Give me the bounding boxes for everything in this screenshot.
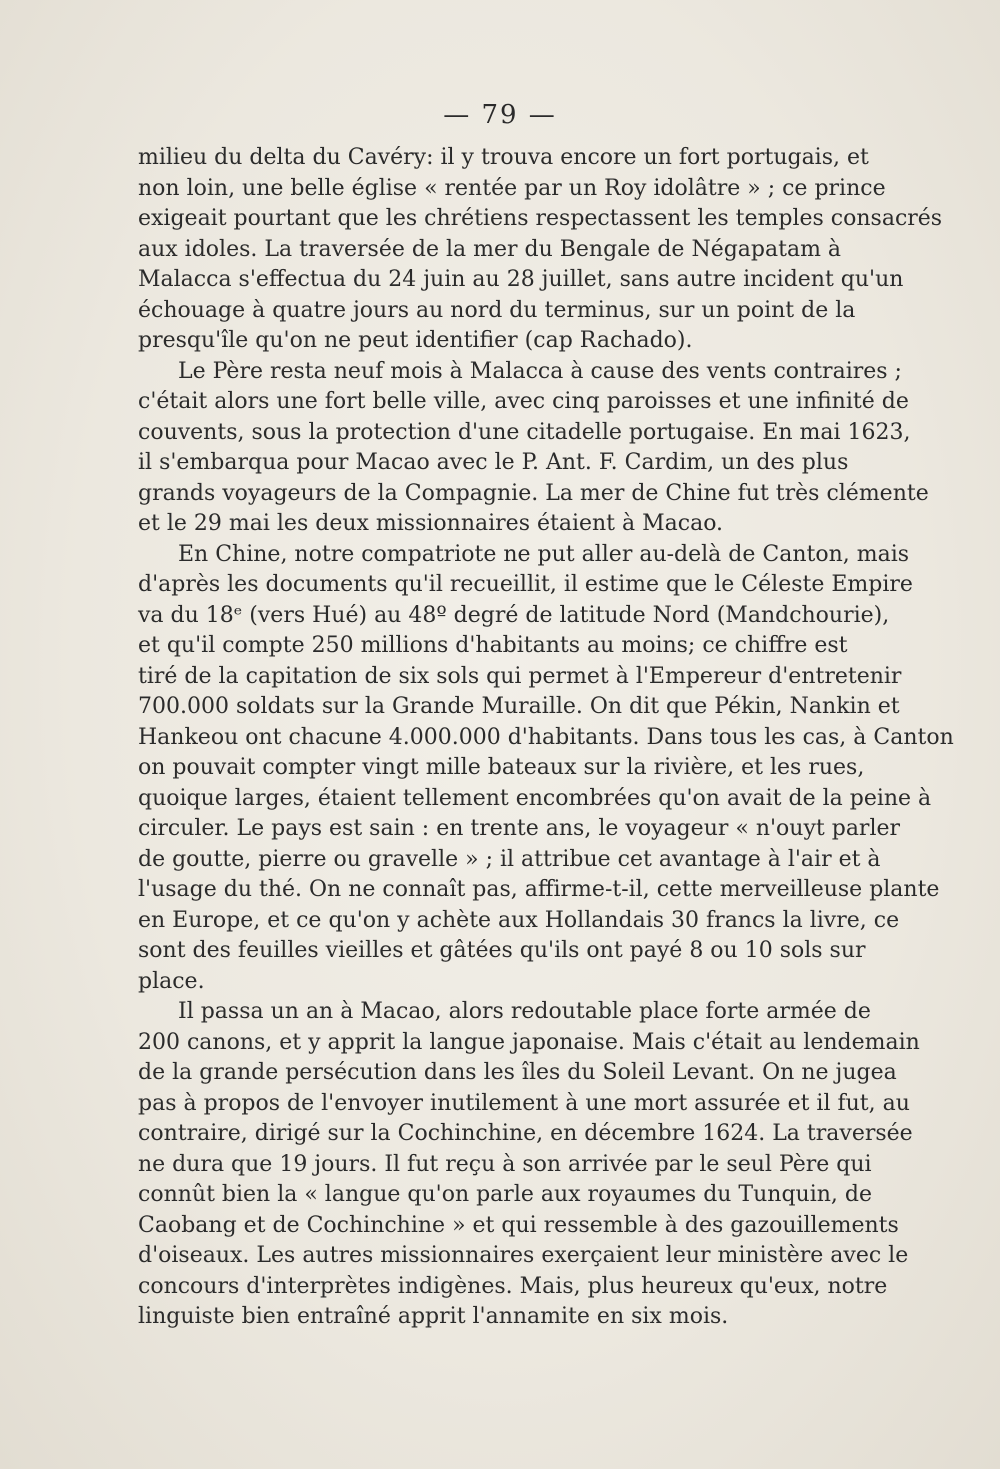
text-line: pas à propos de l'envoyer inutilement à une mort assurée et il fut, au xyxy=(138,1090,910,1116)
paragraph-2 xyxy=(138,357,929,540)
text-line: en Europe, et ce qu'on y achète aux Hollandais 30 francs la livre, ce xyxy=(138,907,900,933)
text-line: de goutte, pierre ou gravelle » ; il attribue cet avantage à l'air et à xyxy=(138,846,881,872)
text-line: tiré de la capitation de six sols qui permet à l'Empereur d'entretenir xyxy=(138,663,902,689)
text-line: aux idoles. La traversée de la mer du Bengale de Négapatam à xyxy=(138,236,842,262)
text-line: Caobang et de Cochinchine » et qui ressemble à des gazouillements xyxy=(138,1212,899,1238)
text-line: grands voyageurs de la Compagnie. La mer de Chine fut très clémente xyxy=(138,480,929,506)
text-line: concours d'interprètes indigènes. Mais, plus heureux qu'eux, notre xyxy=(138,1273,888,1299)
text-line: quoique larges, étaient tellement encombrées qu'on avait de la peine à xyxy=(138,785,932,811)
text-line: et le 29 mai les deux missionnaires étaient à Macao. xyxy=(138,511,724,536)
text-line: En Chine, notre compatriote ne put aller au-delà de Canton, mais xyxy=(178,541,910,567)
text-line: couvents, sous la protection d'une citadelle portugaise. En mai 1623, xyxy=(138,419,911,445)
text-line: on pouvait compter vingt mille bateaux sur la rivière, et les rues, xyxy=(138,755,865,780)
text-line: Le Père resta neuf mois à Malacca à cause des vents contraires ; xyxy=(178,358,902,384)
text-line: ne dura que 19 jours. Il fut reçu à son arrivée par le seul Père qui xyxy=(138,1151,872,1177)
text-line: exigeait pourtant que les chrétiens respectassent les temples consacrés xyxy=(138,206,943,231)
text-line: place. xyxy=(138,968,205,994)
text-line: Il passa un an à Macao, alors redoutable place forte armée de xyxy=(178,999,871,1024)
text-line: 700.000 soldats sur la Grande Muraille. On dit que Pékin, Nankin et xyxy=(138,694,900,719)
text-line: va du 18ᵉ (vers Hué) au 48º degré de latitude Nord (Mandchourie), xyxy=(138,602,890,628)
page-number: — 79 — xyxy=(443,100,557,130)
text-line: il s'embarqua pour Macao avec le P. Ant. F. Cardim, un des plus xyxy=(138,450,849,475)
text-line: non loin, une belle église « rentée par un Roy idolâtre » ; ce prince xyxy=(138,175,886,201)
text-line: milieu du delta du Cavéry: il y trouva encore un fort portugais, et xyxy=(138,145,869,170)
paragraph-3 xyxy=(138,540,954,998)
text-line: c'était alors une fort belle ville, avec cinq paroisses et une infinité de xyxy=(138,389,909,414)
text-line: circuler. Le pays est sain : en trente ans, le voyageur « n'ouyt parler xyxy=(138,816,901,841)
text-line: contraire, dirigé sur la Cochinchine, en décembre 1624. La traversée xyxy=(138,1121,913,1146)
body-text xyxy=(138,143,954,1333)
text-line: d'après les documents qu'il recueillit, il estime que le Céleste Empire xyxy=(138,572,913,597)
text-line: l'usage du thé. On ne connaît pas, affirme-t-il, cette merveilleuse plante xyxy=(138,877,940,902)
text-line: connût bien la « langue qu'on parle aux royaumes du Tunquin, de xyxy=(138,1182,872,1207)
text-line: Malacca s'effectua du 24 juin au 28 juillet, sans autre incident qu'un xyxy=(138,267,904,292)
text-line: et qu'il compte 250 millions d'habitants au moins; ce chiffre est xyxy=(138,633,848,658)
paragraph-1 xyxy=(138,143,943,357)
text-line: échouage à quatre jours au nord du terminus, sur un point de la xyxy=(138,297,856,323)
text-line: linguiste bien entraîné apprit l'annamite en six mois. xyxy=(138,1304,729,1329)
text-line: d'oiseaux. Les autres missionnaires exerçaient leur ministère avec le xyxy=(138,1243,909,1268)
text-line: presqu'île qu'on ne peut identifier (cap Rachado). xyxy=(138,328,693,353)
text-line: de la grande persécution dans les îles du Soleil Levant. On ne jugea xyxy=(138,1060,897,1085)
text-line: sont des feuilles vieilles et gâtées qu'ils ont payé 8 ou 10 sols sur xyxy=(138,938,866,963)
text-line: 200 canons, et y apprit la langue japonaise. Mais c'était au lendemain xyxy=(138,1029,920,1055)
paragraph-4 xyxy=(138,997,920,1333)
text-line: Hankeou ont chacune 4.000.000 d'habitants. Dans tous les cas, à Canton xyxy=(138,724,954,750)
